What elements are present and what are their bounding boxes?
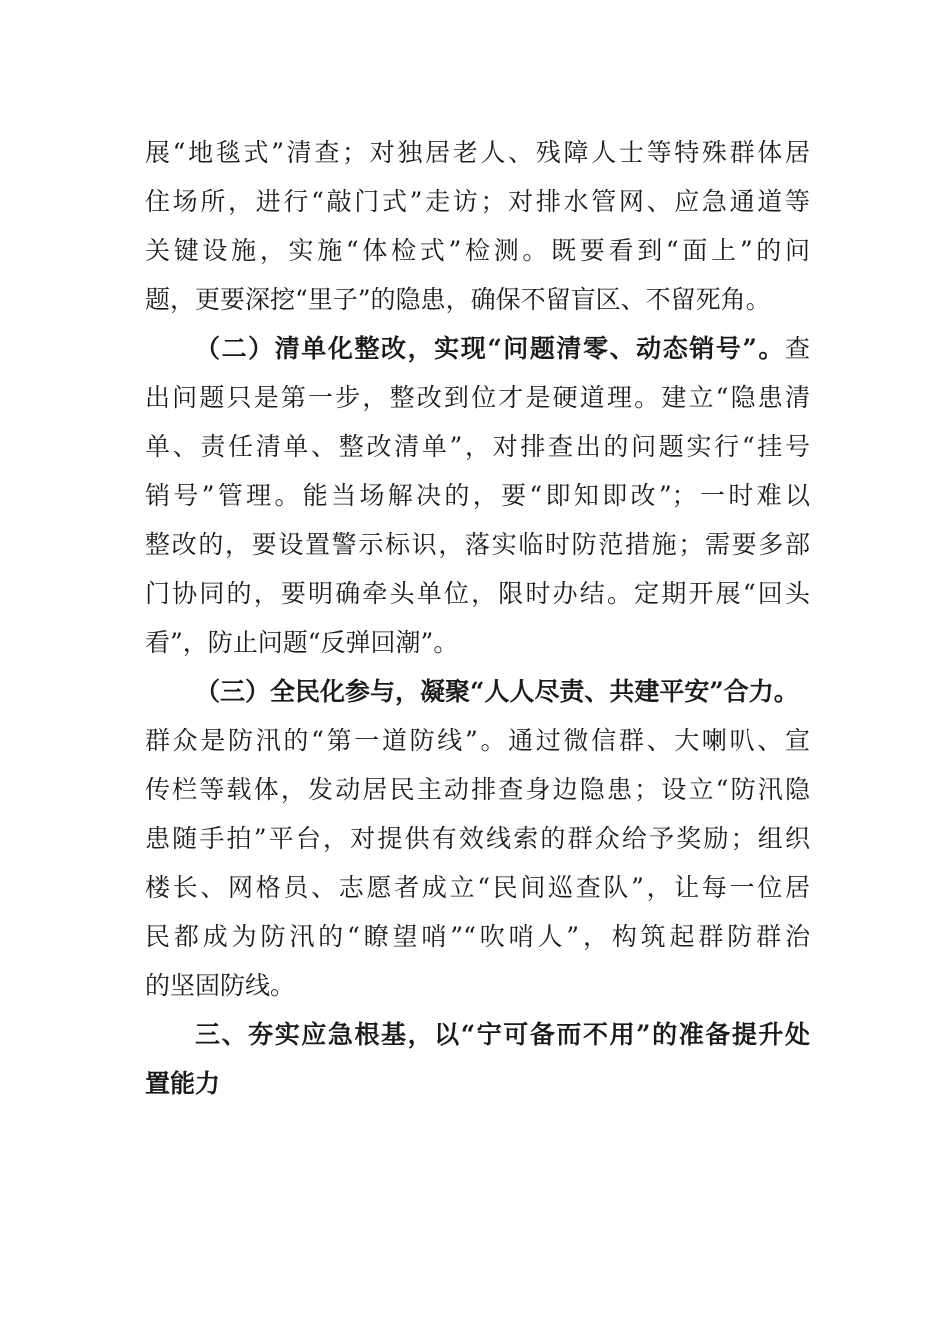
text-line: 整改的，要设置警示标识，落实临时防范措施；需要多部	[145, 530, 810, 559]
text-line: 门协同的，要明确牵头单位，限时办结。定期开展“回头	[145, 579, 810, 608]
paragraph-rectification	[145, 324, 810, 667]
paragraph-investigation	[145, 128, 810, 324]
paragraph-participation	[145, 667, 810, 1010]
paragraph-first-line	[145, 324, 810, 373]
text-line: 民都成为防汛的“瞭望哨”“吹哨人”，构筑起群防群治	[145, 922, 810, 951]
text-line: 住场所，进行“敲门式”走访；对排水管网、应急通道等	[145, 187, 810, 216]
section-title-line: 三、夯实应急根基，以“宁可备而不用”的准备提升处	[195, 1020, 810, 1049]
text-line: 的坚固防线。	[145, 971, 296, 1000]
subheading-rectification: （二）清单化整改，实现“问题清零、动态销号”。	[195, 334, 785, 363]
text-line: 单、责任清单、整改清单”，对排查出的问题实行“挂号	[145, 432, 810, 461]
document-body	[145, 128, 810, 1108]
text-fragment: 查	[784, 334, 810, 363]
text-line: 群众是防汛的“第一道防线”。通过微信群、大喇叭、宣	[145, 726, 810, 755]
text-line: 销号”管理。能当场解决的，要“即知即改”；一时难以	[145, 481, 810, 510]
text-line: 展“地毯式”清查；对独居老人、残障人士等特殊群体居	[145, 138, 810, 167]
text-line: 出问题只是第一步，整改到位才是硬道理。建立“隐患清	[145, 383, 810, 412]
text-line: 楼长、网格员、志愿者成立“民间巡查队”，让每一位居	[145, 873, 810, 902]
text-line: 传栏等载体，发动居民主动排查身边隐患；设立“防汛隐	[145, 775, 810, 804]
section-title	[145, 1010, 810, 1108]
text-line: 看”，防止问题“反弹回潮”。	[145, 628, 459, 657]
text-line: 题，更要深挖“里子”的隐患，确保不留盲区、不留死角。	[145, 285, 771, 314]
text-line: 患随手拍”平台，对提供有效线索的群众给予奖励；组织	[145, 824, 810, 853]
text-line: 关键设施，实施“体检式”检测。既要看到“面上”的问	[145, 236, 810, 265]
section-title-line: 置能力	[145, 1069, 221, 1098]
subheading-participation: （三）全民化参与，凝聚“人人尽责、共建平安”合力。	[195, 677, 799, 706]
